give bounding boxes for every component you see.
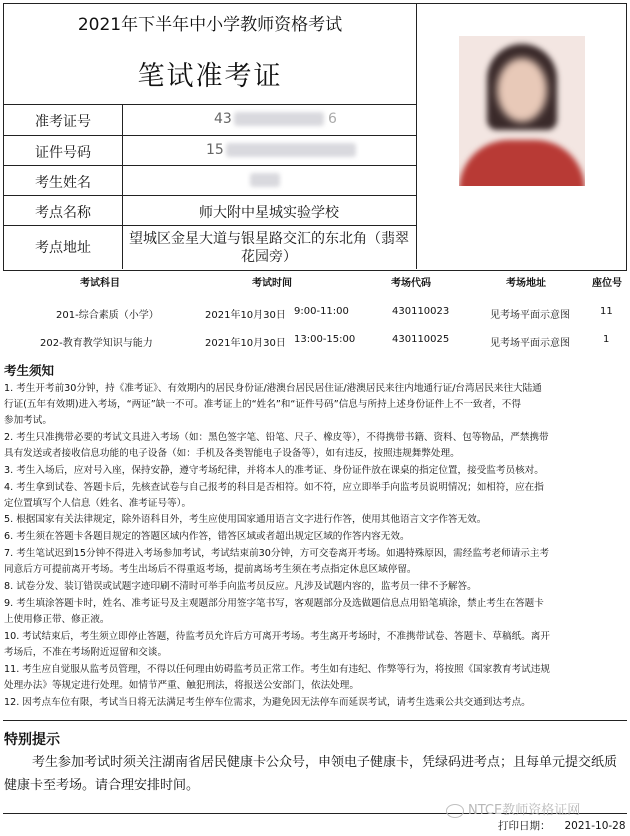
time-cell: 13:00-15:00	[294, 334, 356, 345]
notice-line: 7. 考生笔试迟到15分钟不得进入考场参加考试，考试结束前30分钟，方可交卷离开考场。如遇特殊原因，需经监考老师请示主考	[4, 548, 550, 559]
notice-line: 具有发送或者接收信息功能的电子设备（如：手机及各类智能电子设备等），如有违反，按照违规舞弊处理。	[4, 448, 460, 459]
photo-divider	[416, 4, 417, 269]
notice-line: 9. 考生填涂答题卡时，姓名、准考证号及主观题部分用签字笔书写，客观题部分及选做题信息点用铅笔填涂，禁止考生在答题卡	[4, 598, 544, 609]
notice-line: 10. 考试结束后，考生须立即停止答题，待监考员允许后方可离开考场。考生离开考场时，不准携带试卷、答题卡、草稿纸。离开	[4, 631, 550, 642]
print-date: 打印日期： 2021-10-28	[498, 820, 626, 832]
date-cell: 2021年10月30日	[205, 310, 286, 321]
admission-number-value: 43 6	[214, 111, 337, 127]
notice-line: 1. 考生开考前30分钟，持《准考证》、有效期内的居民身份证/港澳台居民居住证/港澳居民来往内地通行证/台湾居民来往大陆通	[4, 383, 542, 394]
redacted-mask	[250, 173, 280, 187]
notice-line: 11. 考生应自觉服从监考员管理，不得以任何理由妨碍监考员正常工作。考生如有违纪、作弊等行为，将按照《国家教育考试违规	[4, 664, 550, 675]
exam-site-address-value: 望城区金星大道与银星路交汇的东北角（翡翠花园旁）	[129, 231, 409, 265]
notice-line: 行证(五年有效期)进入考场，“两证”缺一不可。准考证上的“姓名”和“证件号码”信息与所持上述身份证件上不一致者，不得	[4, 399, 521, 410]
row-divider	[4, 195, 416, 196]
subject-cell: 201-综合素质（小学）	[56, 310, 159, 321]
row-divider	[4, 135, 416, 136]
notice-line: 处理办法》等规定进行处理。如情节严重、触犯刑法，将报送公安部门，依法处理。	[4, 680, 359, 691]
wechat-icon	[446, 804, 464, 818]
notice-line: 同意后方可提前离开考场。考生出场后不得重返考场，提前离场考生须在考点指定休息区域停留。	[4, 564, 417, 575]
seat-cell: 11	[600, 306, 613, 317]
exam-year-title: 2021年下半年中小学教师资格考试	[77, 15, 343, 35]
exam-site-name-label: 考点名称	[35, 205, 91, 221]
row-divider	[4, 165, 416, 166]
admission-ticket-header	[3, 3, 627, 271]
photo-shoulders-shape	[459, 140, 585, 186]
label-divider	[122, 104, 123, 269]
notice-line: 3. 考生入场后，应对号入座，保持安静，遵守考场纪律，并将本人的准考证、身份证件放在课桌的指定位置，接受监考员核对。	[4, 465, 544, 476]
notice-line: 参加考试。	[4, 415, 52, 426]
notice-line: 4. 考生拿到试卷、答题卡后，先核查试卷与自己报考的科目是否相符。如不符，应立即举手向监考员说明情况；如相符，应在指	[4, 482, 544, 493]
notice-line: 8. 试卷分发、装订错误或试题字迹印刷不清时可举手向监考员反应。凡涉及试题内容的，监考员一律不予解答。	[4, 581, 477, 592]
id-number-label: 证件号码	[35, 145, 91, 161]
notice-line: 定位置填写个人信息（姓名、准考证号等）。	[4, 498, 192, 509]
watermark: NTCE教师资格证网	[446, 799, 580, 818]
admission-number-label: 准考证号	[35, 114, 91, 130]
date-cell: 2021年10月30日	[205, 338, 286, 349]
room-code-cell: 430110023	[392, 306, 450, 317]
room-address-cell: 见考场平面示意图	[490, 338, 570, 349]
candidate-photo	[459, 36, 585, 186]
col-header-subject: 考试科目	[80, 278, 120, 289]
tips-text: 考生参加考试时须关注湖南省居民健康卡公众号，申领电子健康卡，凭绿码进考点；且每单元提交纸质健康卡至考场。请合理安排时间。	[4, 755, 618, 793]
notice-line: 6. 考生须在答题卡各题目规定的答题区域内作答，错答区域或者超出规定区域的作答内容无效。	[4, 531, 410, 542]
subject-cell: 202-教育教学知识与能力	[40, 338, 153, 349]
col-header-seat: 座位号	[592, 278, 622, 289]
row-divider	[4, 225, 416, 226]
exam-site-address-label: 考点地址	[35, 240, 91, 256]
notice-line: 12. 因考点车位有限，考试当日将无法满足考生停车位需求，为避免因无法停车而延误考试，请考生选乘公共交通到达考点。	[4, 697, 531, 708]
redacted-mask	[234, 112, 324, 126]
notice-line: 考场后，不准在考场附近逗留和交谈。	[4, 647, 168, 658]
row-divider	[4, 104, 416, 105]
candidate-name-label: 考生姓名	[35, 175, 91, 191]
notice-title: 考生须知	[4, 363, 55, 378]
col-header-room-code: 考场代码	[391, 278, 431, 289]
photo-face-shape	[497, 58, 547, 122]
notice-line: 5. 根据国家有关法律规定，除外语科目外，考生应使用国家通用语言文字进行作答，使用其他语言文字作答无效。	[4, 514, 487, 525]
col-header-time: 考试时间	[252, 278, 292, 289]
tips-title: 特别提示	[4, 732, 60, 748]
redacted-mask	[226, 143, 356, 157]
id-number-value: 15	[206, 142, 406, 158]
page-title: 笔试准考证	[137, 61, 283, 92]
seat-cell: 1	[603, 334, 610, 345]
room-code-cell: 430110025	[392, 334, 450, 345]
col-header-room-address: 考场地址	[506, 278, 546, 289]
notice-line: 2. 考生只准携带必要的考试文具进入考场（如：黑色签字笔、铅笔、尺子、橡皮等），不得携带书籍、资料、包等物品，严禁携带	[4, 432, 549, 443]
room-address-cell: 见考场平面示意图	[490, 310, 570, 321]
exam-site-name-value: 师大附中星城实验学校	[199, 205, 339, 221]
time-cell: 9:00-11:00	[294, 306, 349, 317]
notice-line: 上使用修正带、修正液。	[4, 614, 110, 625]
